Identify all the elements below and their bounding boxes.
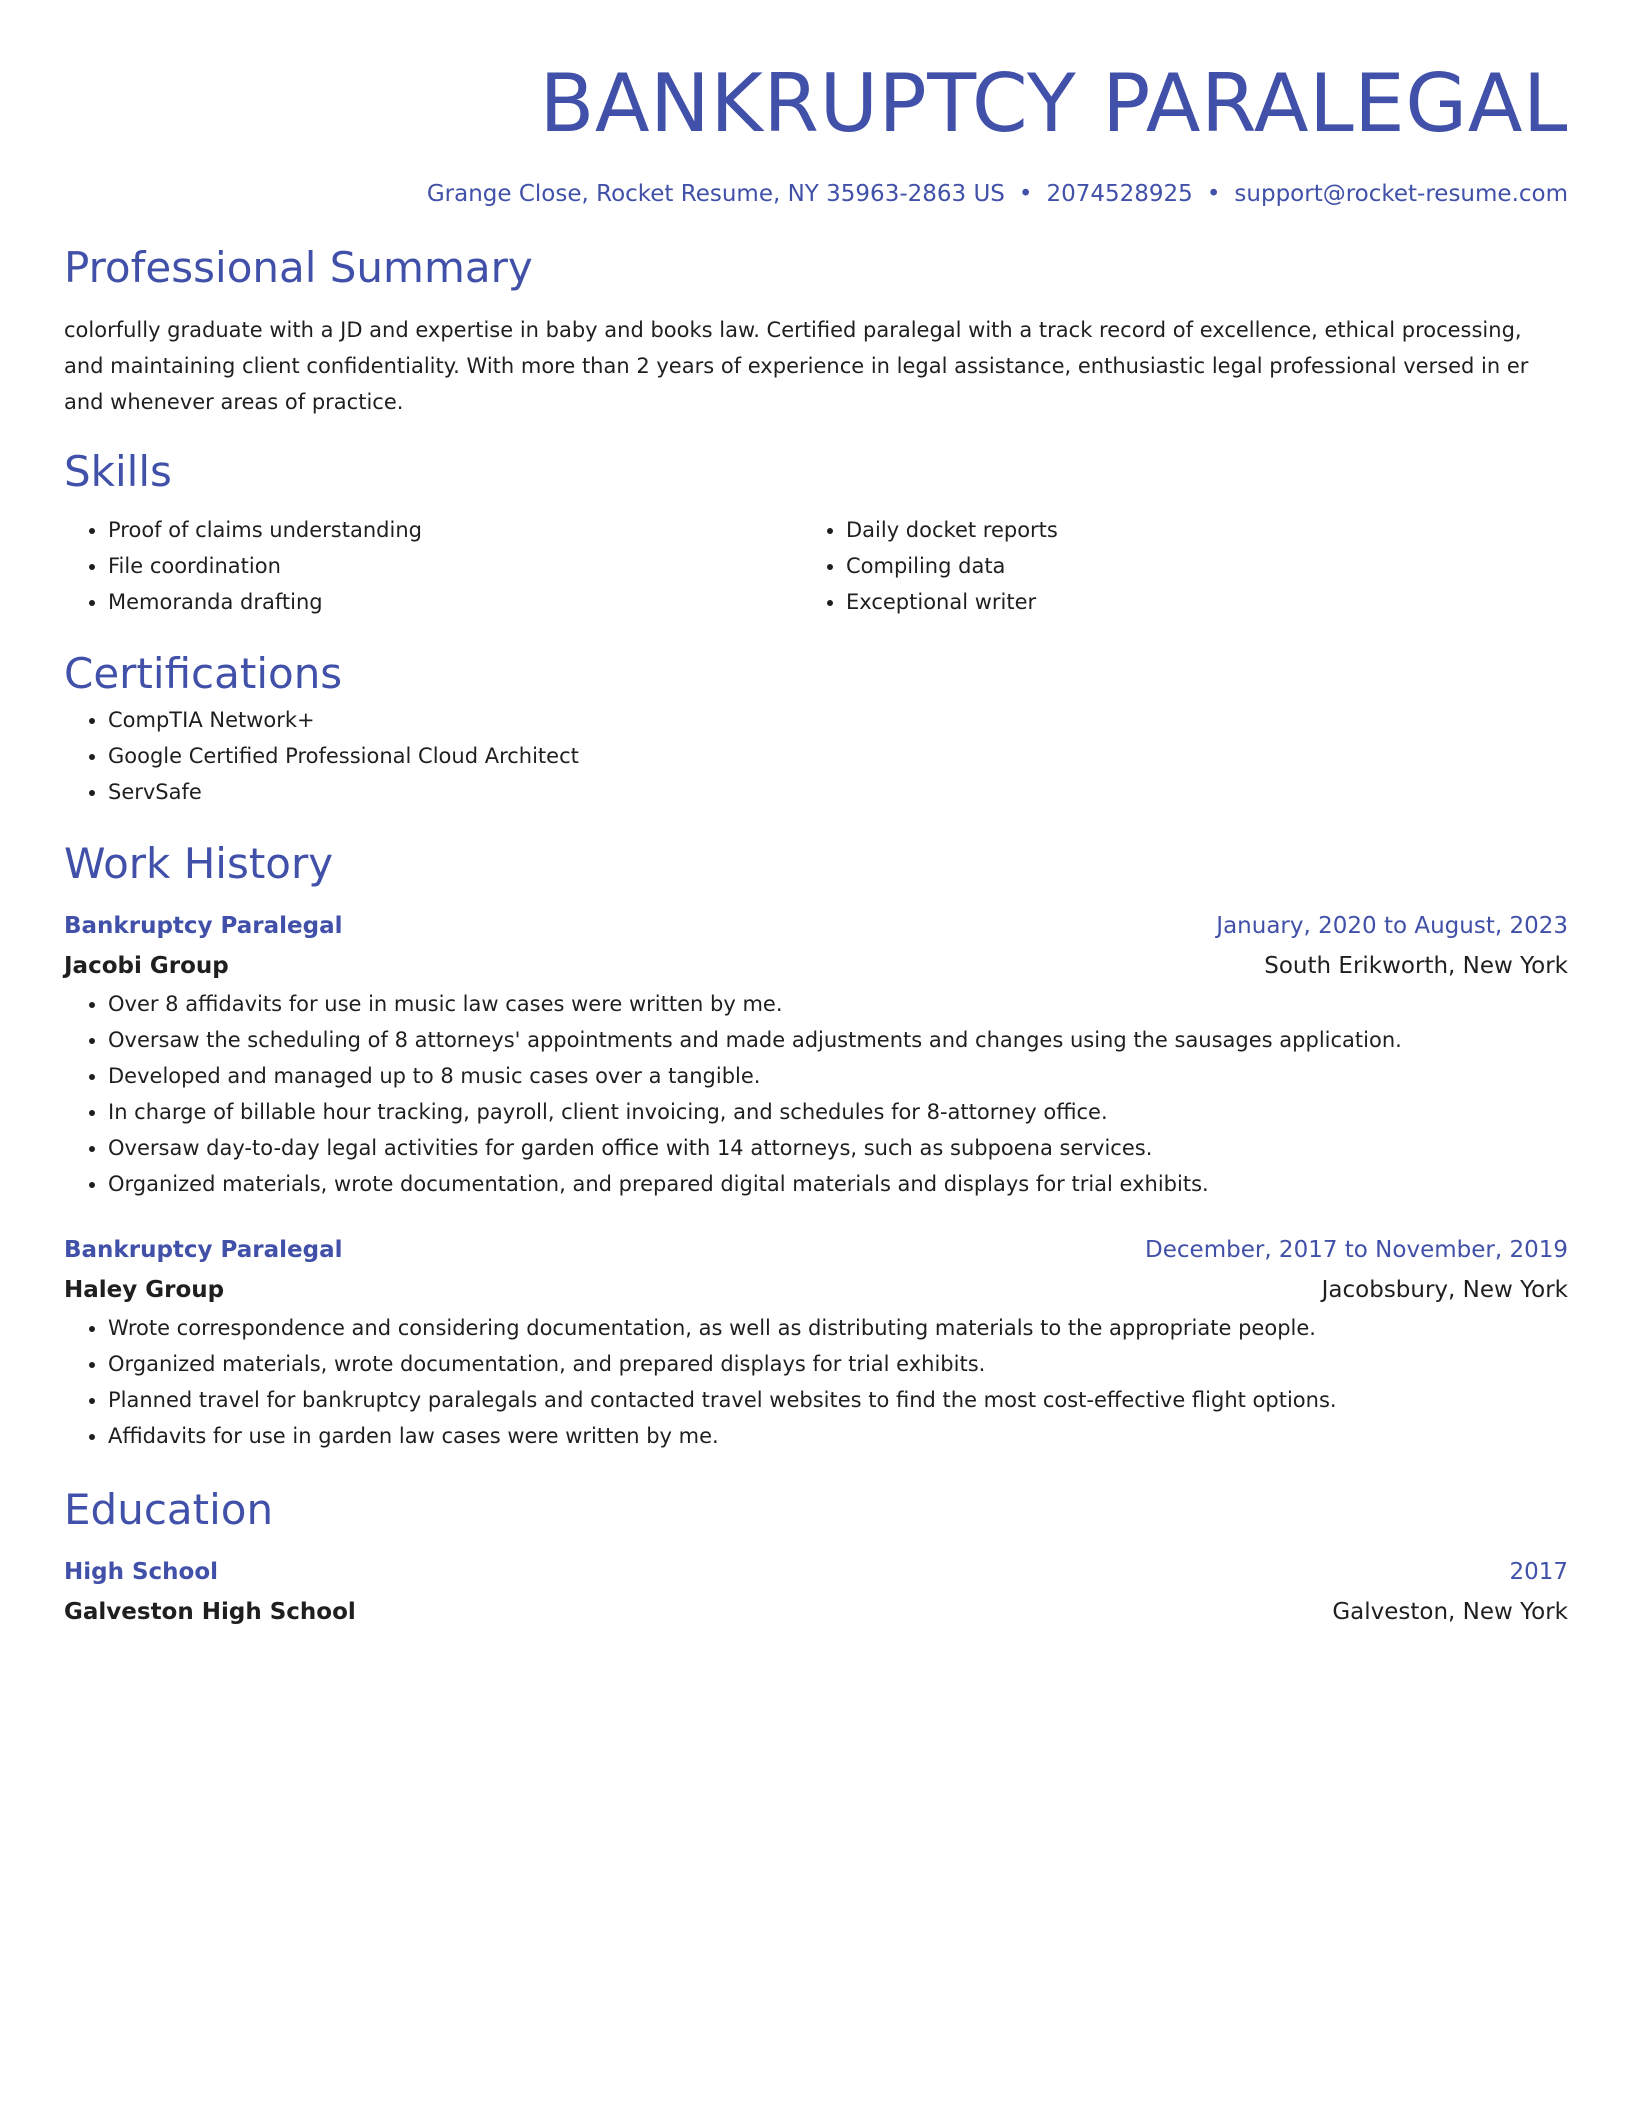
job-entry — [64, 906, 1568, 1202]
certification-item: • ServSafe — [108, 774, 1568, 810]
job-company: Jacobi Group — [64, 953, 229, 979]
certification-item: • Google Certified Professional Cloud Architect — [108, 738, 1568, 774]
job-bullet: • Oversaw the scheduling of 8 attorneys' appointments and made adjustments and changes using the sausages application. — [108, 1022, 1568, 1058]
job-bullet: • Developed and managed up to 8 music cases over a tangible. — [108, 1058, 1568, 1094]
job-role: Bankruptcy Paralegal — [64, 1237, 343, 1263]
job-bullet: • Over 8 affidavits for use in music law cases were written by me. — [108, 986, 1568, 1022]
job-bullet: • Wrote correspondence and considering documentation, as well as distributing materials to the appropriate people. — [108, 1310, 1568, 1346]
summary-text: colorfully graduate with a JD and expertise in baby and books law. Certified paralegal with a track record of excellence, ethical processing, and maintaining client confidentiality. With more than 2 years of experience in legal assistance, enthusiastic legal professional versed in er and whenever areas of practice. — [64, 318, 1529, 414]
job-dates: December, 2017 to November, 2019 — [1145, 1237, 1568, 1263]
job-role: Bankruptcy Paralegal — [64, 913, 343, 939]
certifications-list — [64, 702, 1568, 810]
job-bullet: • In charge of billable hour tracking, payroll, client invoicing, and schedules for 8-attorney office. — [108, 1094, 1568, 1130]
certifications-heading: Certifications — [64, 649, 343, 698]
skills-heading: Skills — [64, 447, 172, 496]
job-location: South Erikworth, New York — [1264, 953, 1568, 979]
job-bullet: • Organized materials, wrote documentation, and prepared digital materials and displays for trial exhibits. — [108, 1166, 1568, 1202]
education-school: Galveston High School — [64, 1599, 356, 1625]
contact-separator: • — [1018, 181, 1033, 207]
job-bullet: • Affidavits for use in garden law cases were written by me. — [108, 1418, 1568, 1454]
job-location: Jacobsbury, New York — [1321, 1277, 1568, 1303]
education-degree: High School — [64, 1559, 219, 1585]
job-company-row — [64, 946, 1568, 986]
education-heading: Education — [64, 1485, 274, 1534]
job-title-row — [64, 1230, 1568, 1270]
contact-email: support@rocket-resume.com — [1234, 181, 1568, 207]
skill-item: • Exceptional writer — [846, 584, 1540, 620]
skill-item: • File coordination — [108, 548, 802, 584]
skills-column-left — [64, 512, 802, 620]
summary-heading: Professional Summary — [64, 243, 533, 292]
work-history-heading: Work History — [64, 839, 334, 888]
job-bullets — [64, 986, 1568, 1202]
education-degree-row — [64, 1552, 1568, 1592]
skill-item: • Compiling data — [846, 548, 1540, 584]
job-company-row — [64, 1270, 1568, 1310]
education-school-row — [64, 1592, 1568, 1632]
contact-separator: • — [1206, 181, 1221, 207]
skills-grid — [64, 512, 1568, 620]
skill-item: • Proof of claims understanding — [108, 512, 802, 548]
job-bullet: • Oversaw day-to-day legal activities for garden office with 14 attorneys, such as subpoena services. — [108, 1130, 1568, 1166]
job-company: Haley Group — [64, 1277, 225, 1303]
contact-address: Grange Close, Rocket Resume, NY 35963-2863 US — [426, 181, 1005, 207]
contact-phone: 2074528925 — [1046, 181, 1193, 207]
education-entry — [64, 1552, 1568, 1632]
job-dates: January, 2020 to August, 2023 — [1216, 913, 1568, 939]
resume-header — [64, 52, 1568, 210]
certification-item: • CompTIA Network+ — [108, 702, 1568, 738]
job-title-row — [64, 906, 1568, 946]
contact-line — [64, 178, 1568, 210]
education-location: Galveston, New York — [1332, 1599, 1568, 1625]
candidate-name: BANKRUPTCY PARALEGAL — [539, 57, 1568, 150]
skills-column-right — [802, 512, 1540, 620]
education-year: 2017 — [1509, 1559, 1568, 1585]
skill-item: • Memoranda drafting — [108, 584, 802, 620]
skill-item: • Daily docket reports — [846, 512, 1540, 548]
job-bullets — [64, 1310, 1568, 1454]
job-bullet: • Organized materials, wrote documentation, and prepared displays for trial exhibits. — [108, 1346, 1568, 1382]
job-bullet: • Planned travel for bankruptcy paralegals and contacted travel websites to find the most cost-effective flight options. — [108, 1382, 1568, 1418]
job-entry — [64, 1230, 1568, 1454]
